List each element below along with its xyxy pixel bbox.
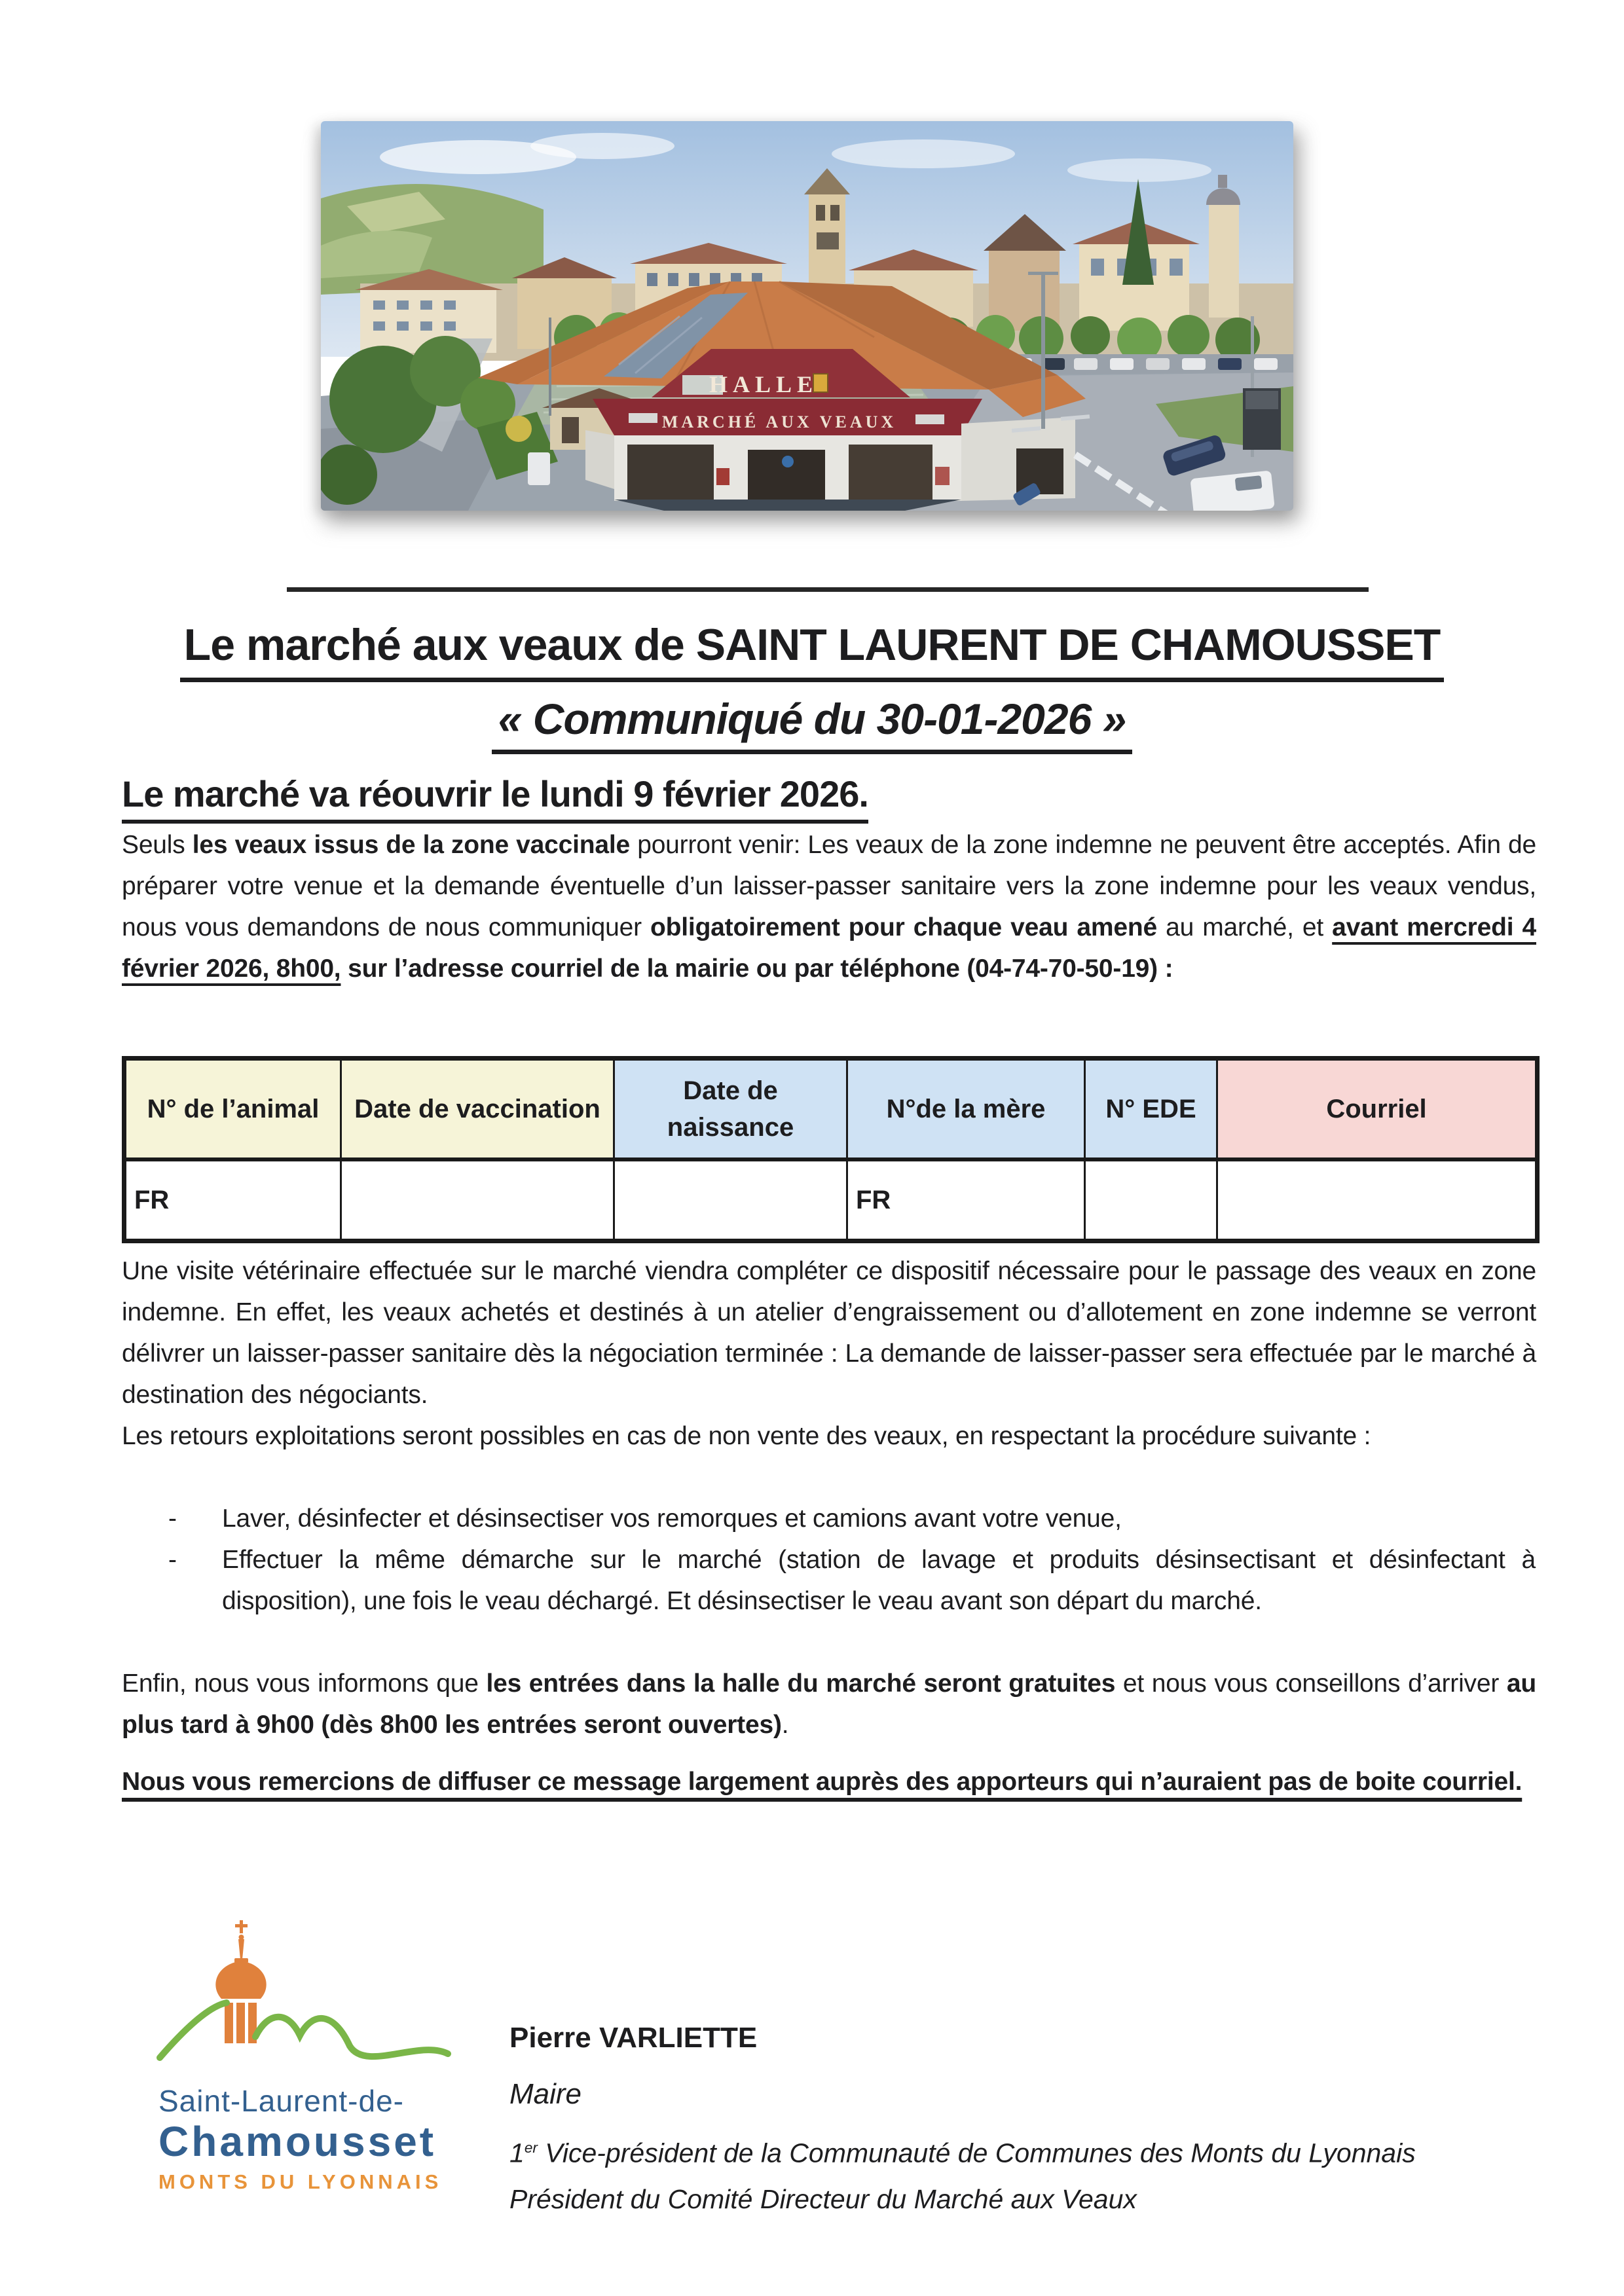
- text-segment: pourront venir: Les veaux de la zone indemne ne peuvent être acceptés. Afin de préparer votre venue et la demande éventuelle d’un laisser-passer sanitaire vers la zone indemne pour les veaux vendus, nous vous demandons de nous communiquer: [122, 831, 1536, 941]
- text-segment: 1: [509, 2138, 525, 2168]
- table-header-birth-date: Date de naissance: [614, 1059, 847, 1160]
- table-cell-vaccination-date: [341, 1159, 614, 1241]
- dash-marker: -: [168, 1504, 177, 1533]
- hero-photo: [321, 121, 1293, 511]
- body-paragraphs: [122, 1250, 1536, 1457]
- text-segment: et nous vous conseillons d’arriver: [1115, 1669, 1507, 1698]
- veterinary-paragraph: Une visite vétérinaire effectuée sur le marché viendra compléter ce dispositif nécessaire pour le passage des veaux en zone indemne. En effet, les veaux achetés et destinés à un atelier d’engraissement ou d’allotement en zone indemne se verront délivrer un laisser-passer sanitaire dès la négociation terminée : La demande de laisser-passer sera effectuée par le marché à destination des négociants.: [122, 1257, 1536, 1409]
- text-segment: au marché, et: [1157, 913, 1333, 941]
- table-cell-email: [1217, 1159, 1538, 1241]
- closing-paragraph: [122, 1761, 1536, 1802]
- text-segment-bold: obligatoirement pour chaque veau amené: [650, 913, 1157, 941]
- municipality-logo: [157, 1917, 452, 2200]
- returns-paragraph: Les retours exploitations seront possibles en cas de non vente des veaux, en respectant la procédure suivante :: [122, 1422, 1371, 1450]
- logo-line-1: Saint-Laurent-de-: [158, 2084, 404, 2118]
- logo-line-2: Chamousset: [158, 2118, 437, 2165]
- table-cell-mother-number: FR: [847, 1159, 1085, 1241]
- intro-paragraph: [122, 824, 1536, 989]
- list-item: [168, 1539, 1536, 1622]
- list-item: [168, 1498, 1536, 1539]
- table-cell-birth-date: [614, 1159, 847, 1241]
- animal-table-wrap: [122, 1056, 1535, 1243]
- table-header-row: [124, 1059, 1538, 1160]
- page-subtitle: « Communiqué du 30-01-2026 »: [492, 695, 1133, 754]
- table-row: [124, 1159, 1538, 1241]
- table-header-ede-number: N° EDE: [1085, 1059, 1217, 1160]
- ordinal-superscript: er: [524, 2140, 538, 2156]
- municipality-logo-graphic: [157, 1917, 452, 2200]
- dash-marker: -: [168, 1546, 177, 1574]
- text-segment: Seuls: [122, 831, 193, 859]
- text-segment: Vice-président de la Communauté de Communes des Monts du Lyonnais: [537, 2138, 1416, 2168]
- marche-sign-text: MARCHÉ AUX VEAUX: [661, 412, 897, 431]
- list-item-text: Laver, désinfecter et désinsectiser vos remorques et camions avant votre venue,: [222, 1504, 1122, 1533]
- hills-icon: [160, 2003, 448, 2058]
- text-segment-bold-underline: avant mercredi 4 février 2026, 8h00,: [122, 913, 1536, 983]
- text-segment-bold: sur l’adresse courriel de la mairie ou par téléphone (04-74-70-50-19) :: [341, 955, 1173, 983]
- signer-name: Pierre VARLIETTE: [509, 2022, 758, 2054]
- table-header-animal-number: N° de l’animal: [124, 1059, 341, 1160]
- section-heading: Le marché va réouvrir le lundi 9 février 2026.: [122, 774, 868, 824]
- list-item-text: Effectuer la même démarche sur le marché (station de lavage et produits désinsectisant et désinfectant à disposition), une fois le veau déchargé. Et désinsectiser le veau avant son départ du marché.: [222, 1546, 1536, 1615]
- table-cell-animal-number: FR: [124, 1159, 341, 1241]
- table-header-email: Courriel: [1217, 1059, 1538, 1160]
- signer-role-vice-president: [509, 2132, 1544, 2170]
- table-cell-ede-number: [1085, 1159, 1217, 1241]
- table-header-vaccination-date: Date de vaccination: [341, 1059, 614, 1160]
- entries-paragraph: [122, 1663, 1536, 1745]
- animal-table: [122, 1056, 1540, 1243]
- text-segment: Enfin, nous vous informons que: [122, 1669, 487, 1698]
- town-photo-illustration: [321, 121, 1293, 511]
- page-title: Le marché aux veaux de SAINT LAURENT DE CHAMOUSSET: [180, 621, 1445, 682]
- text-segment-bold: les entrées dans la halle du marché seront gratuites: [486, 1669, 1116, 1698]
- closing-underlined-text: Nous vous remercions de diffuser ce message largement auprès des apporteurs qui n’auraient pas de boite courriel.: [122, 1768, 1522, 1796]
- text-segment: .: [781, 1711, 789, 1739]
- church-dome-icon: [215, 1920, 266, 2043]
- text-segment-bold: au plus tard à 9h00 (dès 8h00 les entrées seront ouvertes): [122, 1669, 1536, 1739]
- halle-sign-text: HALLE: [709, 371, 819, 397]
- logo-line-3: MONTS DU LYONNAIS: [158, 2170, 443, 2193]
- signature-block: [509, 2022, 1544, 2215]
- text-segment-bold: les veaux issus de la zone vaccinale: [192, 831, 630, 859]
- divider-rule: [287, 587, 1369, 592]
- signer-role-maire: Maire: [509, 2078, 582, 2110]
- signer-role-president: Président du Comité Directeur du Marché aux Veaux: [509, 2183, 1137, 2214]
- table-header-mother-number: N°de la mère: [847, 1059, 1085, 1160]
- procedure-list: [168, 1498, 1536, 1622]
